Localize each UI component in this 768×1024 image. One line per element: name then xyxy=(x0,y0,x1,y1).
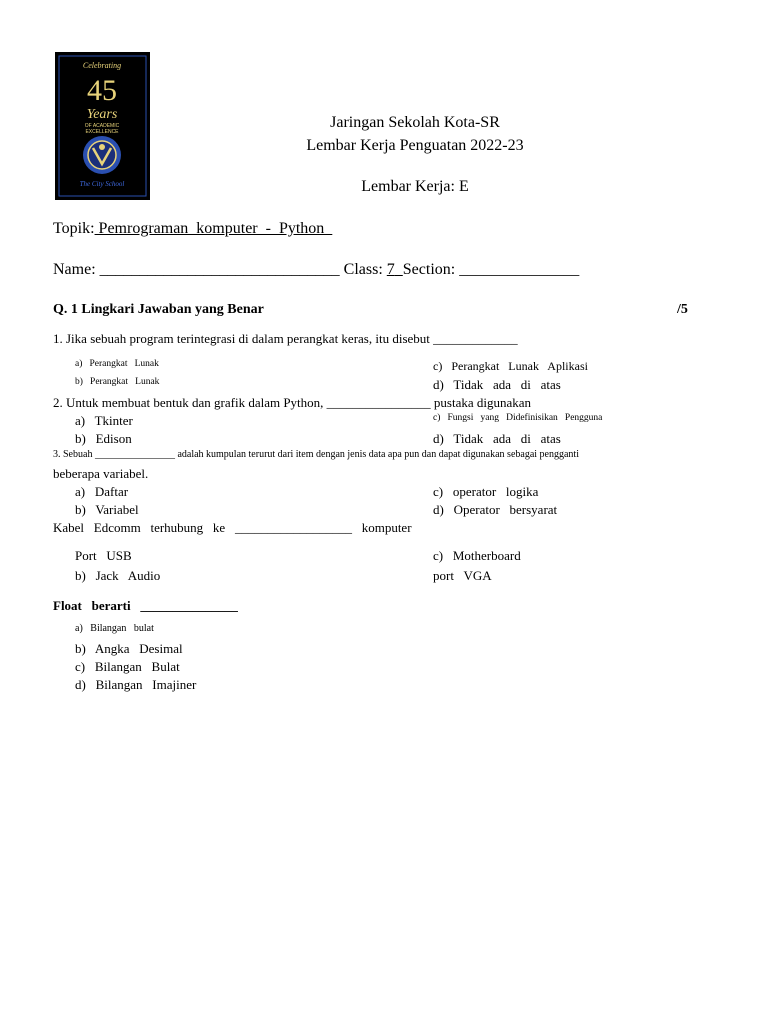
section-label: Section: xyxy=(402,261,456,278)
svg-text:OF ACADEMIC: OF ACADEMIC xyxy=(84,123,120,129)
question-2-option-b[interactable]: b) Edison xyxy=(75,431,132,446)
topic-line xyxy=(53,220,332,238)
name-class-line xyxy=(53,261,579,279)
question-3-text-line1: 3. Sebuah ________________ adalah kumpulan terurut dari item dengan jenis data apa pun dan dapat digunakan sebagai pengganti xyxy=(53,449,579,460)
class-value: 7 xyxy=(386,261,395,278)
logo-emblem xyxy=(55,52,150,200)
question-section-title: Q. 1 Lingkari Jawaban yang Benar xyxy=(53,302,264,317)
question-1-option-c[interactable]: c) Perangkat Lunak Aplikasi xyxy=(433,359,588,373)
question-5-option-a[interactable]: a) Bilangan bulat xyxy=(75,623,154,634)
question-section-marks: /5 xyxy=(677,302,688,317)
question-4-option-d[interactable]: port VGA xyxy=(433,568,492,583)
question-3-text-line2: beberapa variabel. xyxy=(53,466,149,481)
question-5-option-b[interactable]: b) Angka Desimal xyxy=(75,641,183,656)
question-1-option-a[interactable]: a) Perangkat Lunak xyxy=(75,359,159,369)
question-5-option-c[interactable]: c) Bilangan Bulat xyxy=(75,659,180,674)
school-logo xyxy=(55,52,150,200)
question-1-option-b[interactable]: b) Perangkat Lunak xyxy=(75,377,160,387)
name-blank[interactable]: ______________________________ xyxy=(99,261,340,278)
question-2-option-c[interactable]: c) Fungsi yang Didefinisikan Pengguna xyxy=(433,413,603,423)
topic-value: Pemrograman komputer - Python xyxy=(94,220,333,237)
question-4-option-b[interactable]: b) Jack Audio xyxy=(75,568,161,583)
question-2-text: 2. Untuk membuat bentuk dan grafik dalam Python, ________________ pustaka digunakan xyxy=(53,395,532,410)
name-label: Name: xyxy=(53,261,96,278)
question-2-option-a[interactable]: a) Tkinter xyxy=(75,413,133,428)
question-4-option-a[interactable]: Port USB xyxy=(75,548,132,563)
question-5-text: Float berarti _______________ xyxy=(53,598,238,613)
section-blank[interactable]: _______________ xyxy=(459,261,580,278)
question-5-option-d[interactable]: d) Bilangan Imajiner xyxy=(75,677,197,692)
header-worksheet-title: Lembar Kerja Penguatan 2022-23 xyxy=(306,137,524,154)
question-3-option-c[interactable]: c) operator logika xyxy=(433,484,539,499)
svg-text:Years: Years xyxy=(86,107,118,122)
question-3-option-b[interactable]: b) Variabel xyxy=(75,502,139,517)
topic-label: Topik: xyxy=(53,220,95,237)
question-4-text: Kabel Edcomm terhubung ke __________________ komputer xyxy=(53,520,412,535)
question-1-option-d[interactable]: d) Tidak ada di atas xyxy=(433,377,561,392)
question-3-option-a[interactable]: a) Daftar xyxy=(75,484,129,499)
header-worksheet-code: Lembar Kerja: E xyxy=(361,178,469,195)
svg-text:EXCELLENCE: EXCELLENCE xyxy=(85,129,119,135)
question-3-option-d[interactable]: d) Operator bersyarat xyxy=(433,502,558,517)
question-1-text: 1. Jika sebuah program terintegrasi di dalam perangkat keras, itu disebut _____________ xyxy=(53,331,518,346)
header-network-name: Jaringan Sekolah Kota-SR xyxy=(330,114,500,131)
svg-text:The City School: The City School xyxy=(79,180,125,188)
class-label: Class: xyxy=(343,261,383,278)
class-blank[interactable] xyxy=(395,261,403,278)
question-2-option-d[interactable]: d) Tidak ada di atas xyxy=(433,431,561,446)
svg-text:Celebrating: Celebrating xyxy=(82,61,122,70)
logo-number: 45 xyxy=(87,74,117,107)
question-4-option-c[interactable]: c) Motherboard xyxy=(433,548,521,563)
